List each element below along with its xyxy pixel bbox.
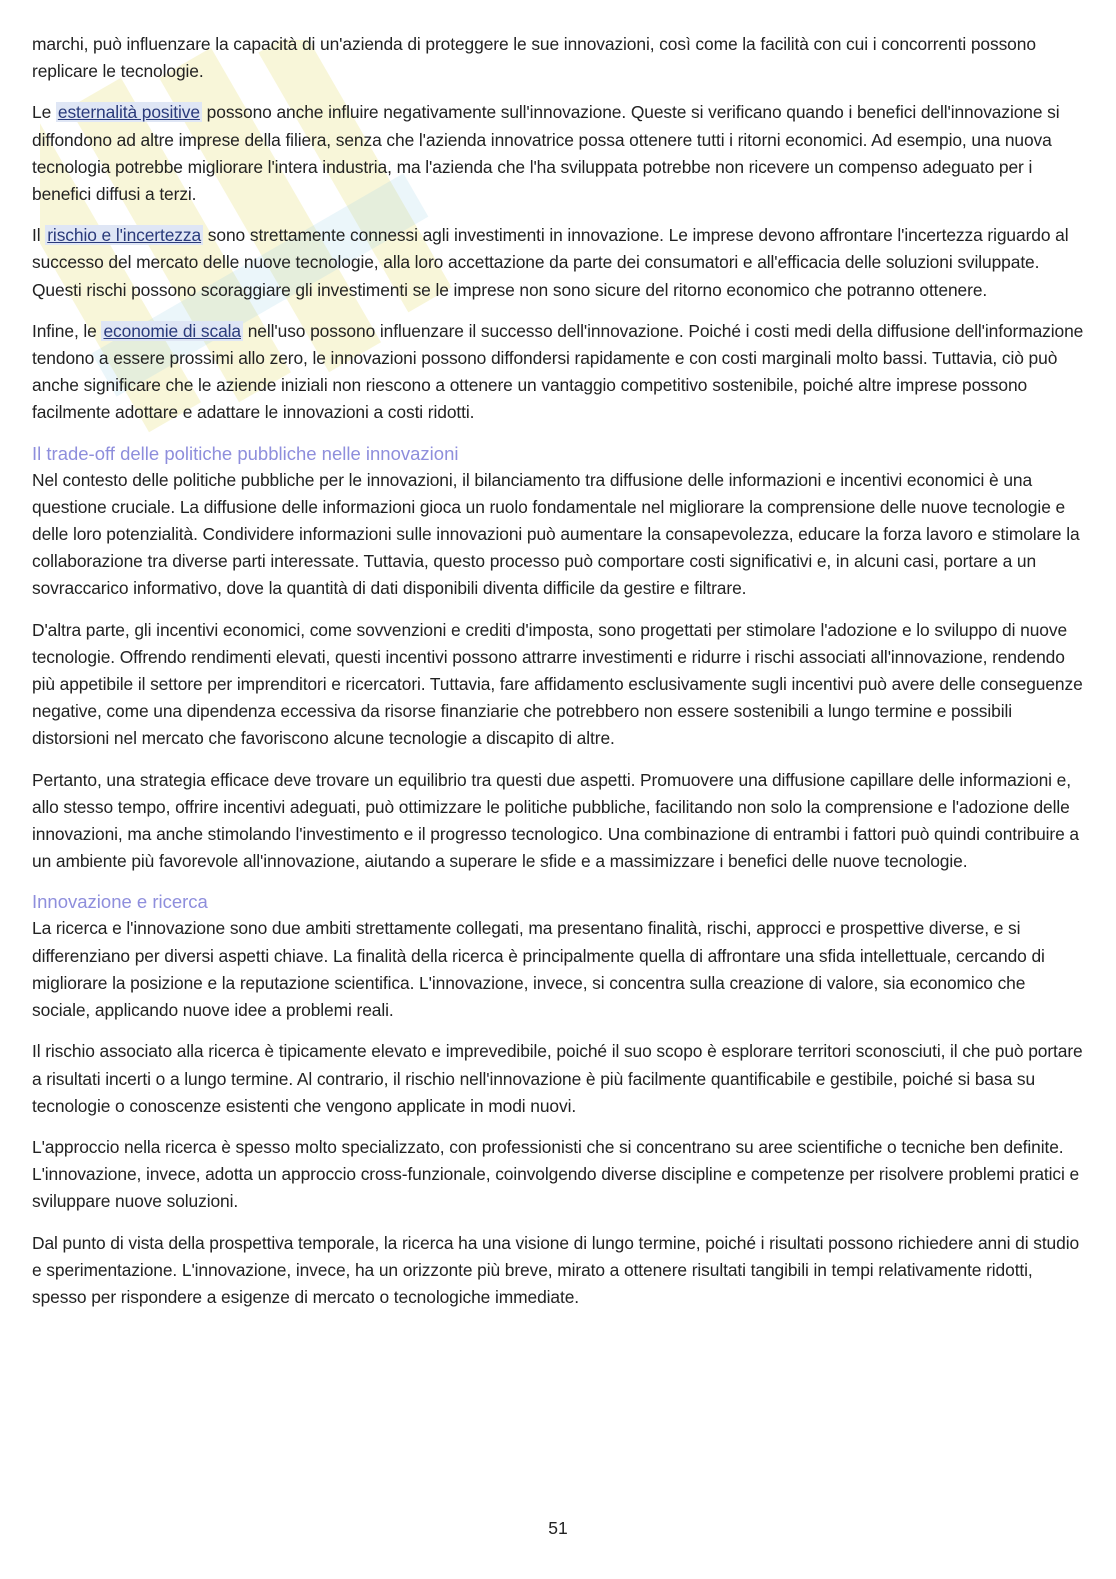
paragraph-economie: Infine, le economie di scala nell'uso possono influenzare il successo dell'innovazione. Poiché i costi medi della diffusione dell'informazione tendono a essere prossimi allo zero, le innovazioni possono diffondersi rapidamente e con costi marginali molto bassi. Tuttavia, ciò può anche significare che le aziende iniziali non riescono a ottenere un vantaggio competitivo sostenibile, poiché altre imprese possono facilmente adottare e adattare le innovazioni a costi ridotti. bbox=[32, 320, 1084, 423]
section-heading-trade-off: Il trade-off delle politiche pubbliche nelle innovazioni bbox=[32, 442, 459, 464]
paragraph-trade-off-3: Pertanto, una strategia efficace deve trovare un equilibrio tra questi due aspetti. Promuovere una diffusione capillare delle informazioni e, allo stesso tempo, offrire incentivi adeguati, può ottimizzare le politiche pubbliche, facilitando non solo la comprensione e l'adozione delle innovazioni, ma anche stimolando l'investimento e il progresso tecnologico. Una combinazione di entrambi i fattori può quindi contribuire a un ambiente più favorevole all'innovazione, aiutando a superare le sfide e a massimizzare i benefici delle nuove tecnologie. bbox=[32, 769, 1079, 872]
paragraph-trade-off-1: Nel contesto delle politiche pubbliche per le innovazioni, il bilanciamento tra diffusione delle informazioni e incentivi economici è una questione cruciale. La diffusione delle informazioni gioca un ruolo fondamentale nel migliorare la comprensione delle nuove tecnologie e delle loro potenzialità. Condividere informazioni sulle innovazioni può aumentare la consapevolezza, educare la forza lavoro e stimolare la collaborazione tra diverse parti interessate. Tuttavia, questo processo può comportare costi significativi e, in alcuni casi, portare a un sovraccarico informativo, dove la quantità di dati disponibili diventa difficile da gestire e filtrare. bbox=[32, 469, 1080, 599]
paragraph-ricerca-1: La ricerca e l'innovazione sono due ambiti strettamente collegati, ma presentano finalità, rischi, approcci e prospettive diverse, e si differenziano per diversi aspetti chiave. La finalità della ricerca è principalmente quella di affrontare una sfida intellettuale, cercando di migliorare la posizione e la reputazione scientifica. L'innovazione, invece, si concentra sulla creazione di valore, sia economico che sociale, applicando nuove idee a problemi reali. bbox=[32, 918, 1045, 1021]
paragraph-esternalita: Le esternalità positive possono anche influire negativamente sull'innovazione. Queste si verificano quando i benefici dell'innovazione si diffondono ad altre imprese della filiera, senza che l'azienda innovatrice possa ottenere tutti i ritorni economici. Ad esempio, una nuova tecnologia potrebbe migliorare l'intera industria, ma l'azienda che l'ha sviluppata potrebbe non ricevere un compenso adeguato per i benefici diffusi a terzi. bbox=[32, 102, 1060, 205]
paragraph-ricerca-3: L'approccio nella ricerca è spesso molto specializzato, con professionisti che si concentrano su aree scientifiche o tecniche ben definite. L'innovazione, invece, adotta un approccio cross-funzionale, coinvolgendo diverse discipline e competenze per risolvere problemi pratici e sviluppare nuove soluzioni. bbox=[32, 1136, 1080, 1212]
section-heading-innovazione-ricerca: Innovazione e ricerca bbox=[32, 891, 208, 913]
paragraph-ricerca-2: Il rischio associato alla ricerca è tipicamente elevato e imprevedibile, poiché il suo scopo è esplorare territori sconosciuti, il che può portare a risultati incerti o a lungo termine. Al contrario, il rischio nell'innovazione è più facilmente quantificabile e gestibile, poiché si basa su tecnologie o conoscenze esistenti che vengono applicate in modi nuovi. bbox=[32, 1041, 1083, 1116]
term-rischio-incertezza[interactable]: rischio e l'incertezza bbox=[47, 225, 202, 246]
paragraph-marchi: marchi, può influenzare la capacità di un'azienda di proteggere le sue innovazioni, così come la facilità con cui i concorrenti possono replicare le tecnologie. bbox=[32, 34, 1036, 82]
term-esternalita-positive[interactable]: esternalità positive bbox=[57, 102, 200, 123]
term-economie-di-scala[interactable]: economie di scala bbox=[103, 320, 241, 341]
paragraph-ricerca-4: Dal punto di vista della prospettiva temporale, la ricerca ha una visione di lungo termine, poiché i risultati possono richiedere anni di studio e sperimentazione. L'innovazione, invece, ha un orizzonte più breve, mirato a ottenere risultati tangibili in tempi relativamente ridotti, spesso per rispondere a esigenze di mercato o tecnologiche immediate. bbox=[32, 1232, 1080, 1307]
paragraph-trade-off-2: D'altra parte, gli incentivi economici, come sovvenzioni e crediti d'imposta, sono progettati per stimolare l'adozione e lo sviluppo di nuove tecnologie. Offrendo rendimenti elevati, questi incentivi possono attrarre investimenti e ridurre i rischi associati all'innovazione, rendendo più appetibile il settore per imprenditori e ricercatori. Tuttavia, fare affidamento esclusivamente sugli incentivi può avere delle conseguenze negative, come una dipendenza eccessiva da risorse finanziarie che potrebbero non essere sostenibili a lungo termine e possibili distorsioni nel mercato che favoriscono alcune tecnologie a discapito di altre. bbox=[32, 619, 1083, 749]
page-number: 51 bbox=[548, 1518, 568, 1538]
paragraph-rischio: Il rischio e l'incertezza sono strettamente connessi agli investimenti in innovazione. Le imprese devono affrontare l'incertezza riguardo al successo del mercato delle nuove tecnologie, alla loro accettazione da parte dei consumatori e all'efficacia delle soluzioni sviluppate. Questi rischi possono scoraggiare gli investimenti se le imprese non sono sicure del ritorno economico che potranno ottenere. bbox=[32, 225, 1069, 300]
document-page bbox=[32, 31, 1084, 1325]
